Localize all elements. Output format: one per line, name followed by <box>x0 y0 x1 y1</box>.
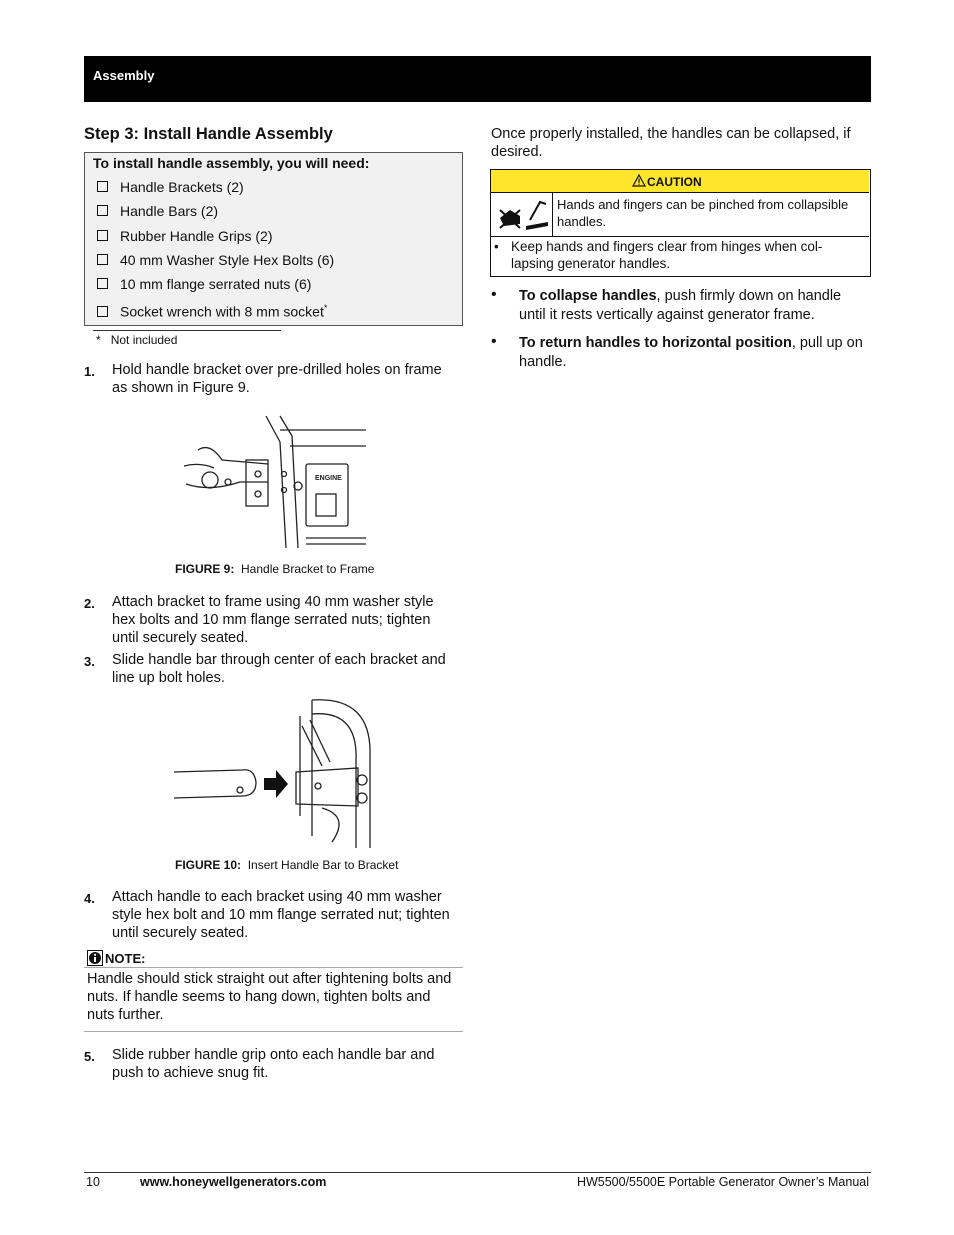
caution-divider-vertical <box>552 193 553 236</box>
checkbox-icon <box>97 181 108 192</box>
checkbox-icon <box>97 230 108 241</box>
figure-9-caption: FIGURE 9: Handle Bracket to Frame <box>175 562 375 576</box>
footnote-marker: * <box>323 303 328 313</box>
step-number: 5. <box>84 1049 95 1064</box>
requirement-item: Handle Brackets (2) <box>97 179 244 195</box>
requirements-title: To install handle assembly, you will need: <box>93 155 370 171</box>
step-text: Slide rubber handle grip onto each handle bar and push to achieve snug fit. <box>112 1047 435 1081</box>
requirement-item: Socket wrench with 8 mm socket* <box>97 303 327 320</box>
collapse-intro: Once properly installed, the handles can be collapsed, if desired. <box>491 126 851 160</box>
caution-hazard-text: Hands and fingers can be pinched from collapsible handles. <box>557 197 849 229</box>
warning-triangle-icon <box>632 174 646 187</box>
caution-label: CAUTION <box>647 175 702 189</box>
page-number: 10 <box>86 1175 100 1189</box>
step-text: Slide handle bar through center of each bracket and line up bolt holes. <box>112 652 446 686</box>
step-title: Step 3: Install Handle Assembly <box>84 125 333 143</box>
bullet-marker: • <box>491 286 497 303</box>
section-header-bar <box>84 56 871 102</box>
footer-url: www.honeywellgenerators.com <box>140 1175 327 1189</box>
step-text: Attach bracket to frame using 40 mm washer style hex bolts and 10 mm flange serrated nuts; tighten until securely seated. <box>112 594 434 646</box>
step-number: 2. <box>84 596 95 611</box>
note-rule-bottom <box>84 1031 463 1032</box>
requirement-item: 40 mm Washer Style Hex Bolts (6) <box>97 252 334 268</box>
step-text: Attach handle to each bracket using 40 mm washer style hex bolt and 10 mm flange serrated nut; tighten until securely seated. <box>112 889 450 941</box>
engine-label: ENGINE <box>315 475 342 482</box>
footnote: * Not included <box>96 333 178 347</box>
section-header-title: Assembly <box>93 68 155 83</box>
requirement-item: Rubber Handle Grips (2) <box>97 228 273 244</box>
figure-10-caption: FIGURE 10: Insert Handle Bar to Bracket <box>175 858 399 872</box>
figure-9-illustration <box>180 412 370 552</box>
note-label: NOTE: <box>105 951 146 966</box>
return-instruction: To return handles to horizontal position, pull up on handle. <box>519 335 863 370</box>
step-text: Hold handle bracket over pre-drilled holes on frame as shown in Figure 9. <box>112 362 442 396</box>
caution-bullet-marker: • <box>494 239 499 254</box>
step-number: 3. <box>84 654 95 669</box>
checkbox-icon <box>97 254 108 265</box>
checkbox-icon <box>97 306 108 317</box>
requirement-item: 10 mm flange serrated nuts (6) <box>97 276 311 292</box>
note-text: Handle should stick straight out after tightening bolts and nuts. If handle seems to hang down, tighten bolts and nuts further. <box>87 971 452 1023</box>
manual-title: HW5500/5500E Portable Generator Owner’s Manual <box>576 1175 869 1189</box>
collapse-instruction: To collapse handles, push firmly down on handle until it rests vertically against generator frame. <box>519 288 842 323</box>
bullet-marker: • <box>491 333 497 350</box>
step-number: 1. <box>84 364 95 379</box>
pinch-hazard-icon <box>496 196 550 232</box>
info-icon <box>87 950 103 966</box>
caution-divider-horizontal <box>491 236 869 237</box>
caution-instruction: Keep hands and fingers clear from hinges when col- lapsing generator handles. <box>511 239 823 271</box>
figure-10-illustration <box>172 696 377 852</box>
arrow-right-icon <box>264 770 288 798</box>
step-number: 4. <box>84 891 95 906</box>
requirement-item: Handle Bars (2) <box>97 203 218 219</box>
note-rule-top <box>84 967 463 968</box>
footnote-rule <box>93 330 281 331</box>
footer-rule <box>84 1172 871 1173</box>
checkbox-icon <box>97 278 108 289</box>
checkbox-icon <box>97 205 108 216</box>
